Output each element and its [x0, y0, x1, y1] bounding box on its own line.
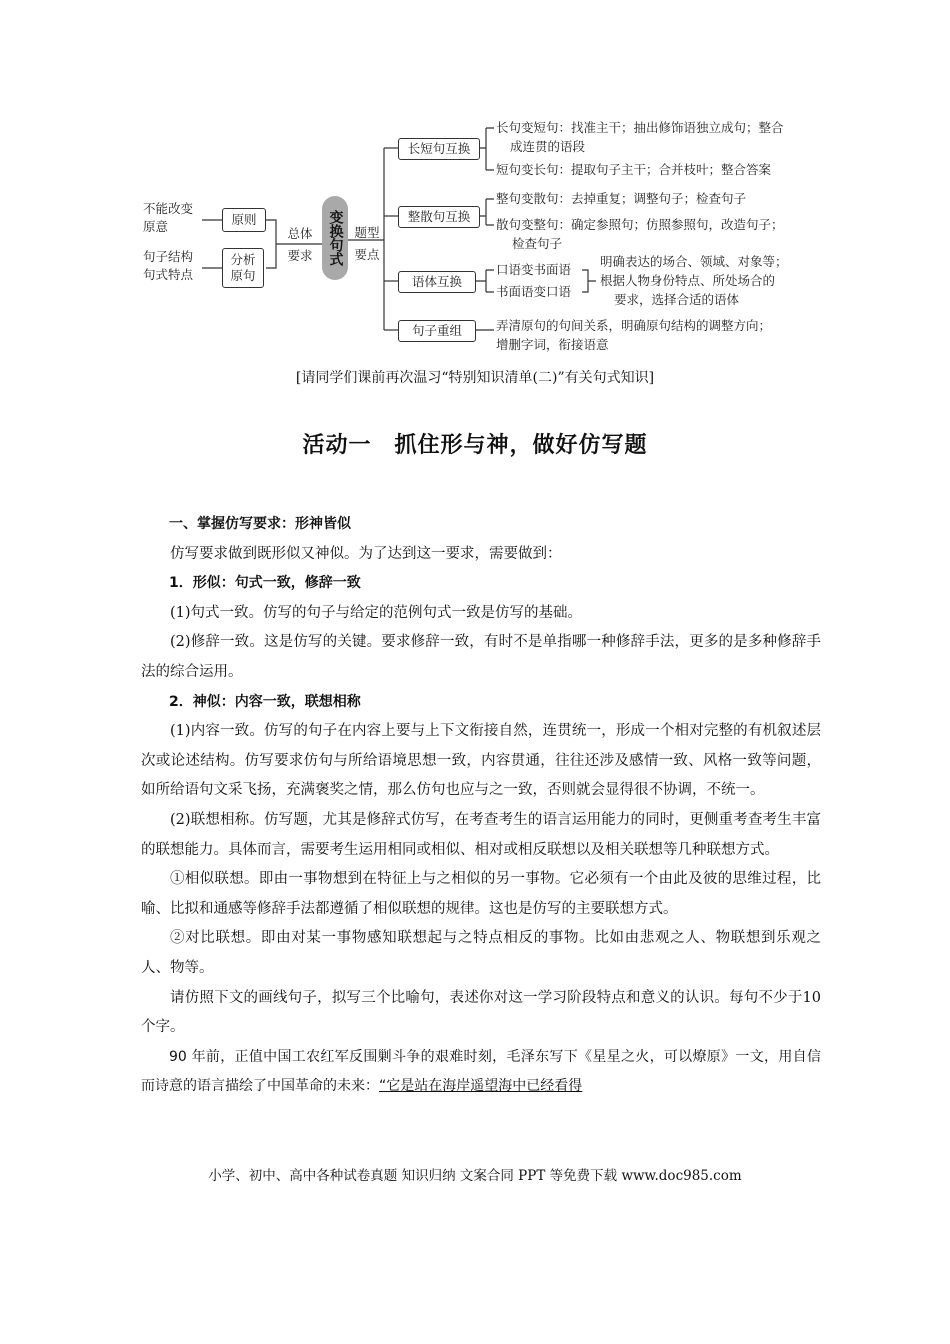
branch-item: 成连贯的语段	[510, 139, 586, 154]
node-analyze-original: 分析原句	[222, 248, 264, 288]
center-node-text: 变换句式	[327, 210, 344, 266]
underlined-sentence: “它是站在海岸遥望海中已经看得	[379, 1078, 583, 1095]
paragraph: (2)修辞一致。这是仿写的关键。要求修辞一致，有时不是单指哪一种修辞手法，更多的是多种修辞手法的综合运用。	[141, 634, 821, 680]
review-note: [请同学们课前再次温习“特别知识清单(二)”有关句式知识]	[295, 370, 655, 386]
branch-extra: 根据人物身份特点、所处场合的	[600, 273, 776, 288]
paragraph: 请仿照下文的画线句子，拟写三个比喻句，表述你对这一学习阶段特点和意义的认识。每句不少于10个字。	[141, 989, 821, 1036]
example-passage	[141, 1043, 821, 1102]
main-content	[141, 510, 821, 1102]
left-label-text: 句子结构句式特点	[143, 249, 194, 282]
branch-reorganize: 句子重组	[398, 320, 476, 342]
subsection-heading: 1．形似：句式一致，修辞一致	[169, 575, 361, 592]
paragraph: ①相似联想。即由一事物想到在特征上与之相似的另一事物。它必须有一个由此及彼的思维过程，比喻、比拟和通感等修辞手法都遵循了相似联想的规律。这也是仿写的主要联想方式。	[141, 871, 821, 917]
branch-item: 短句变长句：提取句子主干；合并枝叶；整合答案	[496, 162, 772, 177]
mind-map	[0, 0, 950, 360]
subsection-heading: 2．神似：内容一致，联想相称	[169, 693, 361, 710]
mind-map-connectors	[0, 0, 950, 360]
branch-item: 长句变短句：找准主干；抽出修饰语独立成句；整合	[496, 120, 784, 135]
center-node	[322, 196, 348, 280]
branch-item: 增删字词，衔接语意	[496, 337, 609, 352]
node-principle: 原则	[222, 208, 266, 232]
branch-item: 书面语变口语	[496, 284, 572, 299]
branch-item: 口语变书面语	[496, 262, 572, 277]
left-label-analysis	[143, 248, 205, 284]
branch-register: 语体互换	[398, 271, 476, 293]
example-passage-text: 90 年前，正值中国工农红军反围剿斗争的艰难时刻，毛泽东写下《星星之火，可以燎原》一文，用自信而诗意的语言描绘了中国革命的未来：	[141, 1048, 821, 1095]
activity-title: 活动一 抓住形与神，做好仿写题	[302, 433, 648, 458]
paragraph: ②对比联想。即由对某一事物感知联想起与之特点相反的事物。比如由悲观之人、物联想到乐观之人、物等。	[141, 930, 821, 976]
left-label-text: 不能改变原意	[143, 201, 194, 234]
branch-extra: 明确表达的场合、领域、对象等；	[600, 254, 788, 269]
branch-item: 弄清原句的句间关系，明确原句结构的调整方向；	[496, 318, 772, 333]
key-points-label: 题型要点	[354, 225, 380, 262]
branch-item: 整句变散句：去掉重复；调整句子；检查句子	[496, 191, 747, 206]
branch-item: 检查句子	[512, 236, 563, 251]
section-heading: 一、掌握仿写要求：形神皆似	[169, 516, 351, 532]
paragraph: (1)内容一致。仿写的句子在内容上要与上下文衔接自然，连贯统一，形成一个相对完整的有机叙述层次或论述结构。仿写要求仿句与所给语境思想一致，内容贯通，往往还涉及感情一致、风格一致等问题，如所给语句文采飞扬，充满褒奖之情，那么仿句也应与之一致，否则就会显得很不协调，不统一。	[141, 723, 821, 799]
branch-item: 散句变整句：确定参照句；仿照参照句，改造句子；	[496, 217, 784, 232]
branch-extra: 要求，选择合适的语体	[614, 292, 740, 307]
branch-parallel-loose: 整散句互换	[398, 206, 480, 228]
footer-ad: 小学、初中、高中各种试卷真题 知识归纳 文案合同 PPT 等免费下载 www.doc985.com	[208, 1168, 742, 1184]
branch-long-short: 长短句互换	[398, 138, 480, 160]
paragraph: (2)联想相称。仿写题，尤其是修辞式仿写，在考查考生的语言运用能力的同时，更侧重考查考生丰富的联想能力。具体而言，需要考生运用相同或相似、相对或相反联想以及相关联想等几种联想方式。	[141, 811, 821, 858]
overall-requirements-label: 总体要求	[287, 226, 313, 263]
paragraph: (1)句式一致。仿写的句子与给定的范例句式一致是仿写的基础。	[170, 604, 583, 621]
left-label-principle	[143, 200, 205, 236]
paragraph: 仿写要求做到既形似又神似。为了达到这一要求，需要做到：	[170, 545, 562, 562]
